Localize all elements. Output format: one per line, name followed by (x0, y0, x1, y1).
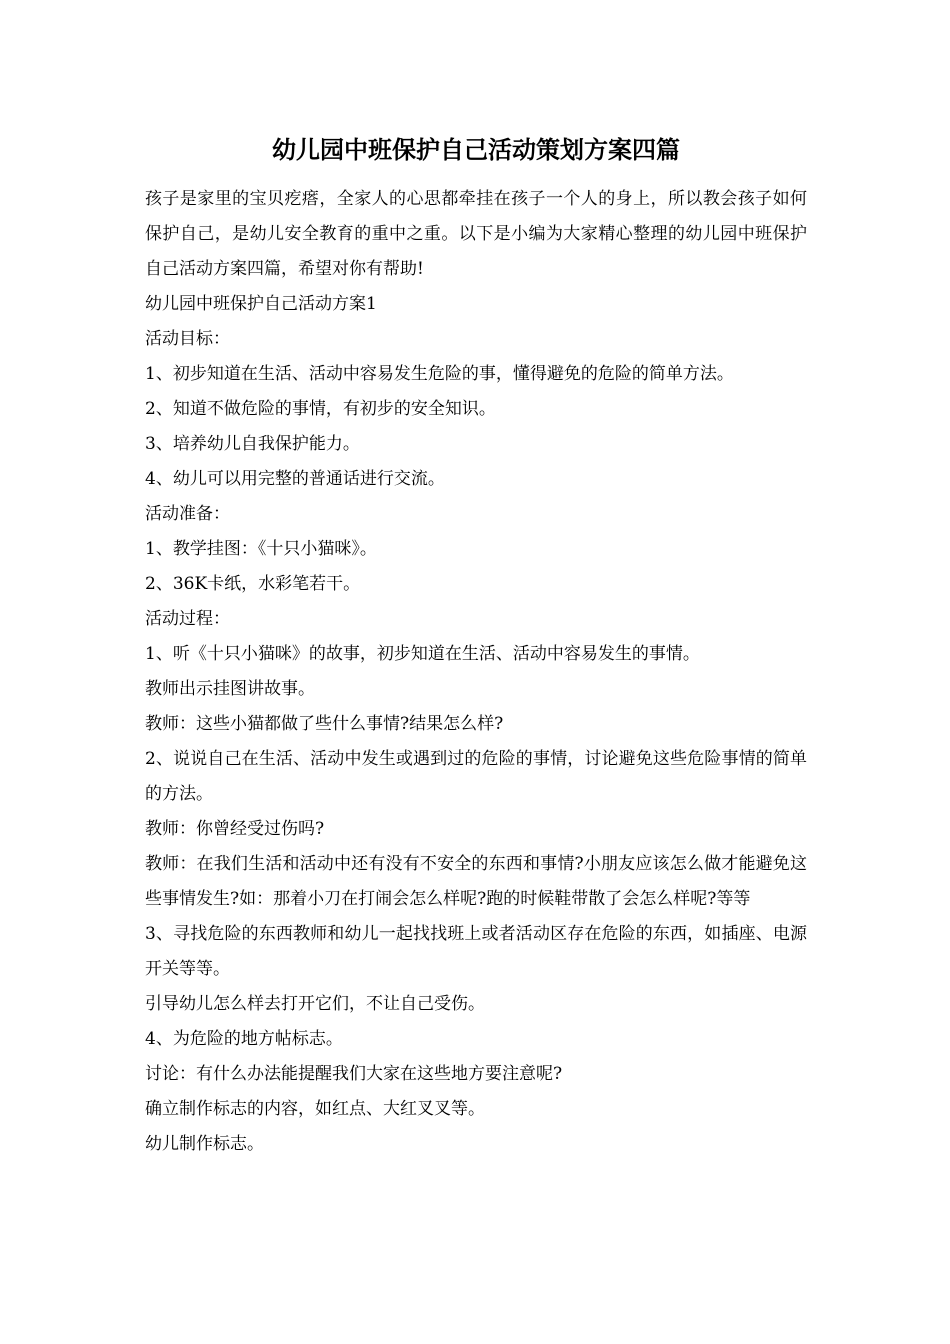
goal-item-2: 2、知道不做危险的事情，有初步的安全知识。 (145, 399, 496, 419)
goal-item-4: 4、幼儿可以用完整的普通话进行交流。 (145, 469, 445, 489)
section-heading-plan-1: 幼儿园中班保护自己活动方案1 (145, 294, 377, 314)
process-paragraph: 幼儿制作标志。 (145, 1134, 264, 1154)
preparation-item-2: 2、36K卡纸，水彩笔若干。 (145, 574, 361, 594)
heading-activity-preparation: 活动准备： (145, 504, 230, 524)
intro-paragraph: 孩子是家里的宝贝疙瘩，全家人的心思都牵挂在孩子一个人的身上，所以教会孩子如何保护自己，是幼儿安全教育的重中之重。以下是小编为大家精心整理的幼儿园中班保护自己活动方案四篇，希望对你有帮助! (145, 189, 807, 279)
process-paragraph: 引导幼儿怎么样去打开它们，不让自己受伤。 (145, 994, 485, 1014)
process-paragraph: 教师出示挂图讲故事。 (145, 679, 315, 699)
process-paragraph: 确立制作标志的内容，如红点、大红叉叉等。 (145, 1099, 485, 1119)
document-title: 幼儿园中班保护自己活动策划方案四篇 (272, 135, 680, 164)
preparation-item-1: 1、教学挂图：《十只小猫咪》。 (145, 539, 377, 559)
heading-activity-goals: 活动目标： (145, 329, 230, 349)
process-paragraph: 教师：你曾经受过伤吗? (145, 819, 325, 839)
process-step-1: 1、听《十只小猫咪》的故事，初步知道在生活、活动中容易发生的事情。 (145, 644, 700, 664)
process-step-4: 4、为危险的地方帖标志。 (145, 1029, 343, 1049)
process-paragraph: 教师：在我们生活和活动中还有没有不安全的东西和事情?小朋友应该怎么做才能避免这些事情发生?如：那着小刀在打闹会怎么样呢?跑的时候鞋带散了会怎么样呢?等等 (145, 854, 807, 909)
process-step-3: 3、寻找危险的东西教师和幼儿一起找找班上或者活动区存在危险的东西，如插座、电源开关等等。 (145, 924, 807, 979)
goal-item-1: 1、初步知道在生活、活动中容易发生危险的事，懂得避免的危险的简单方法。 (145, 364, 734, 384)
heading-activity-process: 活动过程： (145, 609, 230, 629)
process-paragraph: 教师：这些小猫都做了些什么事情?结果怎么样? (145, 714, 504, 734)
document-body (145, 128, 807, 1162)
process-paragraph: 讨论：有什么办法能提醒我们大家在这些地方要注意呢? (145, 1064, 563, 1084)
process-step-2: 2、说说自己在生活、活动中发生或遇到过的危险的事情，讨论避免这些危险事情的简单的方法。 (145, 749, 807, 804)
goal-item-3: 3、培养幼儿自我保护能力。 (145, 434, 360, 454)
